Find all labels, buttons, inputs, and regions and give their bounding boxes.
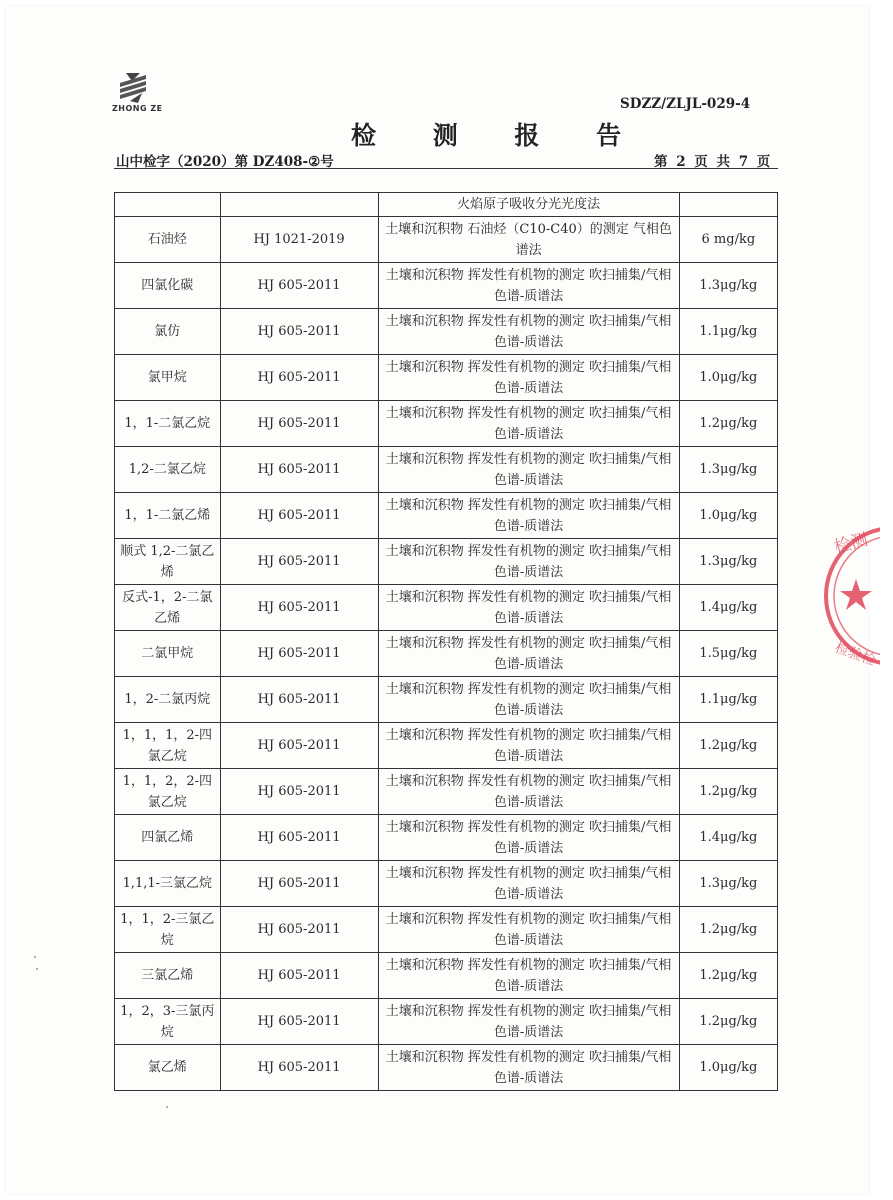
table-row <box>115 193 778 217</box>
standard-cell: HJ 605-2011 <box>220 815 378 861</box>
item-cell: 1，1，2，2-四氯乙烷 <box>115 769 221 815</box>
table-row <box>115 585 778 631</box>
item-cell: 1，1，2-三氯乙烷 <box>115 907 221 953</box>
limit-cell: 1.2μg/kg <box>679 999 777 1045</box>
limit-cell: 1.3μg/kg <box>679 539 777 585</box>
report-number: 山中检字（2020）第 DZ408-②号 <box>116 154 334 170</box>
standard-cell: HJ 605-2011 <box>220 723 378 769</box>
item-cell: 四氯化碳 <box>115 263 221 309</box>
page-number: 第 2 页 共 7 页 <box>654 154 771 170</box>
standard-cell: HJ 605-2011 <box>220 355 378 401</box>
method-cell: 土壤和沉积物 挥发性有机物的测定 吹扫捕集/气相色谱-质谱法 <box>378 401 679 447</box>
method-cell: 土壤和沉积物 挥发性有机物的测定 吹扫捕集/气相色谱-质谱法 <box>378 815 679 861</box>
method-cell: 土壤和沉积物 石油烃（C10-C40）的测定 气相色谱法 <box>378 217 679 263</box>
table-row <box>115 309 778 355</box>
header-divider <box>114 168 778 169</box>
limit-cell: 1.2μg/kg <box>679 907 777 953</box>
item-cell: 1,1,1-三氯乙烷 <box>115 861 221 907</box>
table-row <box>115 263 778 309</box>
item-cell: 三氯乙烯 <box>115 953 221 999</box>
table-row <box>115 1045 778 1091</box>
table-row <box>115 723 778 769</box>
standard-cell: HJ 605-2011 <box>220 861 378 907</box>
item-cell: 顺式 1,2-二氯乙烯 <box>115 539 221 585</box>
table-row <box>115 907 778 953</box>
limit-cell: 1.3μg/kg <box>679 447 777 493</box>
method-cell: 土壤和沉积物 挥发性有机物的测定 吹扫捕集/气相色谱-质谱法 <box>378 631 679 677</box>
item-cell: 四氯乙烯 <box>115 815 221 861</box>
item-cell: 1，1-二氯乙烷 <box>115 401 221 447</box>
standard-cell: HJ 605-2011 <box>220 677 378 723</box>
method-cell: 土壤和沉积物 挥发性有机物的测定 吹扫捕集/气相色谱-质谱法 <box>378 493 679 539</box>
table-cell <box>220 193 378 217</box>
item-cell: 1，1，1，2-四氯乙烷 <box>115 723 221 769</box>
item-cell: 石油烃 <box>115 217 221 263</box>
table-row <box>115 447 778 493</box>
limit-cell: 1.5μg/kg <box>679 631 777 677</box>
standard-cell: HJ 605-2011 <box>220 999 378 1045</box>
method-cell: 土壤和沉积物 挥发性有机物的测定 吹扫捕集/气相色谱-质谱法 <box>378 1045 679 1091</box>
table-row <box>115 769 778 815</box>
standard-cell: HJ 605-2011 <box>220 539 378 585</box>
method-cell: 土壤和沉积物 挥发性有机物的测定 吹扫捕集/气相色谱-质谱法 <box>378 263 679 309</box>
limit-cell: 1.4μg/kg <box>679 815 777 861</box>
document-code: SDZZ/ZLJL-029-4 <box>620 96 751 112</box>
item-cell: 氯仿 <box>115 309 221 355</box>
standard-cell: HJ 605-2011 <box>220 769 378 815</box>
standard-cell: HJ 605-2011 <box>220 631 378 677</box>
method-cell: 土壤和沉积物 挥发性有机物的测定 吹扫捕集/气相色谱-质谱法 <box>378 769 679 815</box>
table-row <box>115 815 778 861</box>
limit-cell: 1.3μg/kg <box>679 861 777 907</box>
method-cell: 土壤和沉积物 挥发性有机物的测定 吹扫捕集/气相色谱-质谱法 <box>378 723 679 769</box>
red-seal-stamp <box>824 511 880 681</box>
standard-cell: HJ 1021-2019 <box>220 217 378 263</box>
limit-cell: 1.2μg/kg <box>679 401 777 447</box>
item-cell: 1，2，3-三氯丙烷 <box>115 999 221 1045</box>
table-row <box>115 631 778 677</box>
table-cell <box>115 193 221 217</box>
standard-cell: HJ 605-2011 <box>220 401 378 447</box>
table-row <box>115 861 778 907</box>
logo-text: ZHONG ZE <box>112 104 163 113</box>
limit-cell: 1.2μg/kg <box>679 723 777 769</box>
limit-cell: 1.1μg/kg <box>679 677 777 723</box>
item-cell: 1，1-二氯乙烯 <box>115 493 221 539</box>
method-cell: 土壤和沉积物 挥发性有机物的测定 吹扫捕集/气相色谱-质谱法 <box>378 309 679 355</box>
limit-cell: 1.4μg/kg <box>679 585 777 631</box>
item-cell: 反式-1，2-二氯乙烯 <box>115 585 221 631</box>
limit-cell: 6 mg/kg <box>679 217 777 263</box>
limit-cell: 1.2μg/kg <box>679 769 777 815</box>
standard-cell: HJ 605-2011 <box>220 585 378 631</box>
method-cell: 土壤和沉积物 挥发性有机物的测定 吹扫捕集/气相色谱-质谱法 <box>378 907 679 953</box>
standard-cell: HJ 605-2011 <box>220 447 378 493</box>
method-cell: 土壤和沉积物 挥发性有机物的测定 吹扫捕集/气相色谱-质谱法 <box>378 447 679 493</box>
method-cell: 土壤和沉积物 挥发性有机物的测定 吹扫捕集/气相色谱-质谱法 <box>378 539 679 585</box>
standard-cell: HJ 605-2011 <box>220 263 378 309</box>
stamp-text-top: 检测 <box>832 529 871 558</box>
item-cell: 二氯甲烷 <box>115 631 221 677</box>
table-row <box>115 217 778 263</box>
method-cell: 土壤和沉积物 挥发性有机物的测定 吹扫捕集/气相色谱-质谱法 <box>378 861 679 907</box>
table-row <box>115 953 778 999</box>
table-cell <box>679 193 777 217</box>
method-cell: 土壤和沉积物 挥发性有机物的测定 吹扫捕集/气相色谱-质谱法 <box>378 355 679 401</box>
stamp-text-bottom: 检验检 <box>832 639 878 670</box>
standard-cell: HJ 605-2011 <box>220 953 378 999</box>
limit-cell: 1.0μg/kg <box>679 493 777 539</box>
limit-cell: 1.1μg/kg <box>679 309 777 355</box>
limit-cell: 1.0μg/kg <box>679 1045 777 1091</box>
standard-cell: HJ 605-2011 <box>220 493 378 539</box>
standard-cell: HJ 605-2011 <box>220 907 378 953</box>
report-page <box>6 6 878 1194</box>
table-row <box>115 401 778 447</box>
test-method-table <box>114 192 778 1091</box>
method-cell: 土壤和沉积物 挥发性有机物的测定 吹扫捕集/气相色谱-质谱法 <box>378 677 679 723</box>
method-cell: 土壤和沉积物 挥发性有机物的测定 吹扫捕集/气相色谱-质谱法 <box>378 585 679 631</box>
limit-cell: 1.2μg/kg <box>679 953 777 999</box>
table-row <box>115 539 778 585</box>
table-row <box>115 493 778 539</box>
item-cell: 氯乙烯 <box>115 1045 221 1091</box>
method-cell: 火焰原子吸收分光光度法 <box>378 193 679 217</box>
limit-cell: 1.3μg/kg <box>679 263 777 309</box>
limit-cell: 1.0μg/kg <box>679 355 777 401</box>
item-cell: 1，2-二氯丙烷 <box>115 677 221 723</box>
standard-cell: HJ 605-2011 <box>220 1045 378 1091</box>
item-cell: 氯甲烷 <box>115 355 221 401</box>
standard-cell: HJ 605-2011 <box>220 309 378 355</box>
table-row <box>115 999 778 1045</box>
item-cell: 1,2-二氯乙烷 <box>115 447 221 493</box>
table-row <box>115 355 778 401</box>
report-title: 检 测 报 告 <box>351 121 646 150</box>
method-cell: 土壤和沉积物 挥发性有机物的测定 吹扫捕集/气相色谱-质谱法 <box>378 953 679 999</box>
table-row <box>115 677 778 723</box>
method-cell: 土壤和沉积物 挥发性有机物的测定 吹扫捕集/气相色谱-质谱法 <box>378 999 679 1045</box>
